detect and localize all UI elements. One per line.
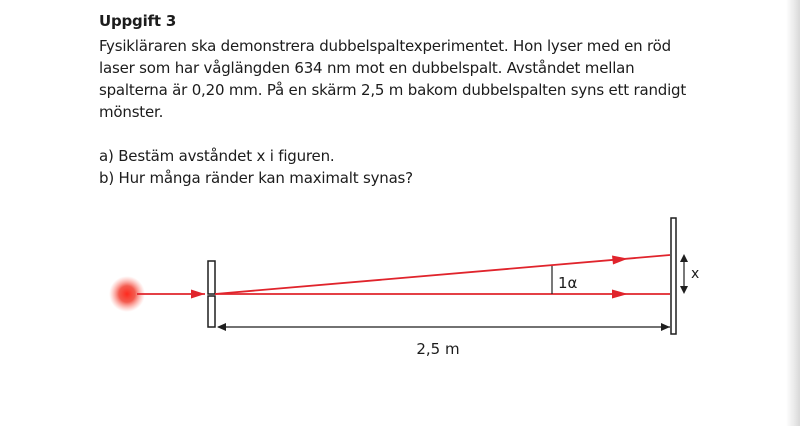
angled-ray-arrowhead: [612, 256, 628, 265]
double-slit: [208, 261, 215, 327]
question-b: b) Hur många ränder kan maximalt synas?: [99, 169, 413, 187]
task-body-line: Fysikläraren ska demonstrera dubbelspaltexperimentet. Hon lyser med en röd: [99, 37, 671, 55]
x-distance-arrow: [680, 254, 688, 294]
distance-dimension: [217, 323, 670, 331]
angle-label: 1α: [558, 274, 578, 292]
incoming-beam-arrowhead: [191, 290, 205, 299]
x-label: x: [691, 266, 700, 282]
task-body-line: spalterna är 0,20 mm. På en skärm 2,5 m bakom dubbelspalten syns ett randigt: [99, 81, 687, 99]
screen: [671, 218, 676, 334]
question-a: a) Bestäm avståndet x i figuren.: [99, 147, 335, 165]
distance-label: 2,5 m: [416, 340, 460, 358]
task-body-line: laser som har våglängden 634 nm mot en dubbelspalt. Avståndet mellan: [99, 59, 635, 77]
central-ray-arrowhead: [612, 290, 628, 299]
angled-ray: [215, 255, 670, 294]
task-body-line: mönster.: [99, 103, 164, 121]
task-title: Uppgift 3: [99, 12, 177, 30]
